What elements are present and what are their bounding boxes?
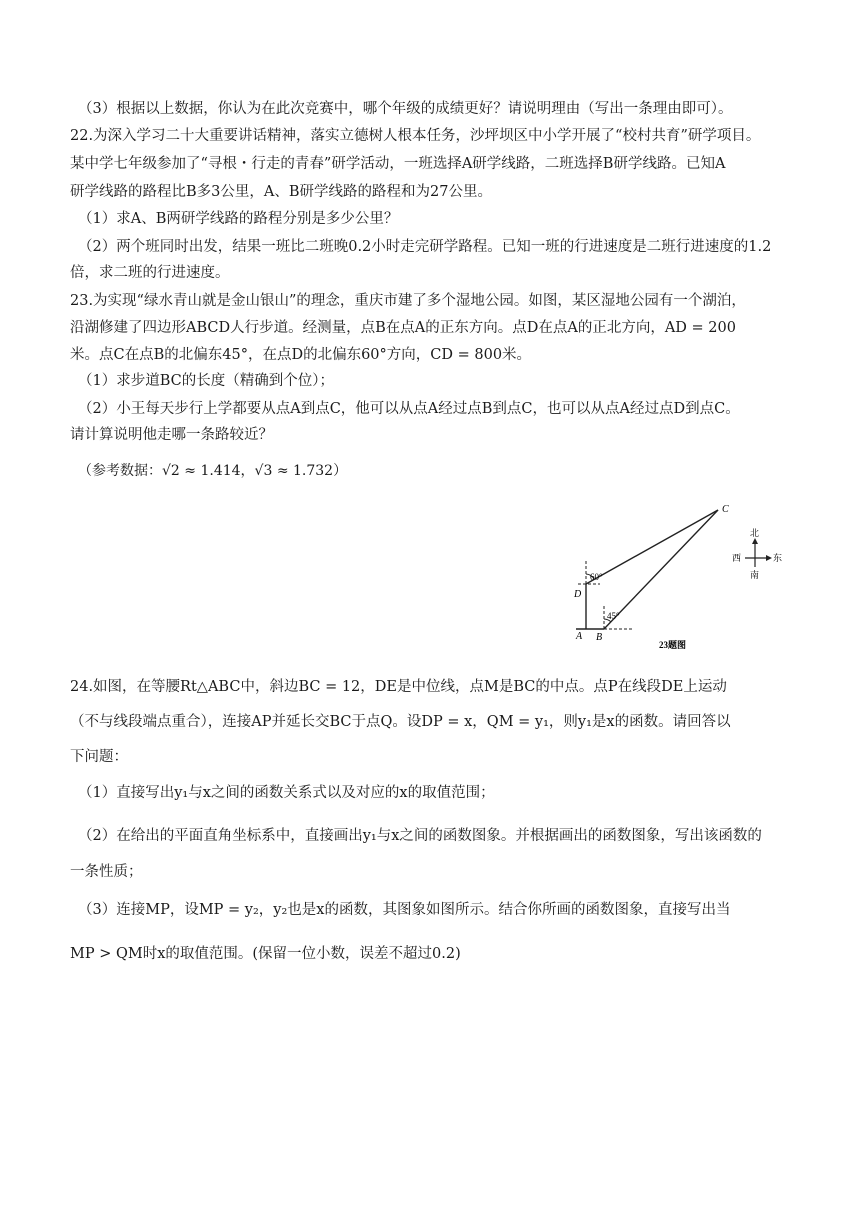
q22-part1: （1）求A、B两研学线路的路程分别是多少公里？ [78,211,399,227]
q23-line2: 沿湖修建了四边形ABCD人行步道。经测量，点B在点A的正东方向。点D在点A的正北方向，AD = 200 [70,320,736,336]
q24-line3: 下问题： [70,749,128,765]
q23-part2-line2: 请计算说明他走哪一条路较近？ [70,427,273,443]
q22-part2-line2: 倍，求二班的行进速度。 [70,265,230,281]
q23-line3: 米。点C在点B的北偏东45°，在点D的北偏东60°方向，CD = 800米。 [70,347,532,363]
q22-line1: 22.为深入学习二十大重要讲话精神，落实立德树人根本任务，沙坪坝区中小学开展了“校村共育”研学项目。 [70,128,761,144]
q24-part2-line1: （2）在给出的平面直角坐标系中，直接画出y₁与x之间的函数图象。并根据画出的函数图象，写出该函数的 [78,828,762,844]
compass-north: 北 [750,528,760,538]
label-45deg: 45° [607,611,620,621]
q22-line3: 研学线路的路程比B多3公里，A、B研学线路的路程和为27公里。 [70,184,492,200]
q24-part3-line1: （3）连接MP，设MP = y₂，y₂也是x的函数，其图象如图所示。结合你所画的函数图象，直接写出当 [78,902,731,918]
q23-reference-data: （参考数据：√2 ≈ 1.414，√3 ≈ 1.732） [78,463,348,479]
q23-part1: （1）求步道BC的长度（精确到个位）； [78,373,334,389]
compass-icon [732,527,782,580]
figure-caption: 23题图 [659,640,687,650]
q23-figure [560,498,800,656]
label-a: A [576,631,583,642]
q24-line2: （不与线段端点重合），连接AP并延长交BC于点Q。设DP = x，QM = y₁，则y₁是x的函数。请回答以 [70,714,731,730]
label-60deg: 60° [590,572,603,582]
q24-part3-line2: MP > QM时x的取值范围。(保留一位小数，误差不超过0.2) [70,946,461,962]
label-b: B [596,632,603,643]
q24-part1: （1）直接写出y₁与x之间的函数关系式以及对应的x的取值范围； [78,785,495,801]
q22-part2-line1: （2）两个班同时出发，结果一班比二班晚0.2小时走完研学路程。已知一班的行进速度是二班行进速度的1.2 [78,239,772,255]
q23-part2-line1: （2）小王每天步行上学都要从点A到点C，他可以从点A经过点B到点C，也可以从点A经过点D到点C。 [78,401,740,417]
label-d: D [574,589,582,600]
q24-line1: 24.如图，在等腰Rt△ABC中，斜边BC = 12，DE是中位线，点M是BC的中点。点P在线段DE上运动 [70,679,727,695]
q24-part2-line2: 一条性质； [70,864,143,880]
compass-south: 南 [750,570,760,580]
q23-line1: 23.为实现“绿水青山就是金山银山”的理念，重庆市建了多个湿地公园。如图，某区湿地公园有一个湖泊， [70,293,746,309]
label-c: C [722,504,729,515]
compass-east: 东 [773,553,783,563]
q21-part3: （3）根据以上数据，你认为在此次竞赛中，哪个年级的成绩更好？请说明理由（写出一条理由即可）。 [78,101,733,117]
compass-west: 西 [732,553,742,563]
q22-line2: 某中学七年级参加了“寻根・行走的青春”研学活动，一班选择A研学线路，二班选择B研学线路。已知A [70,156,726,172]
